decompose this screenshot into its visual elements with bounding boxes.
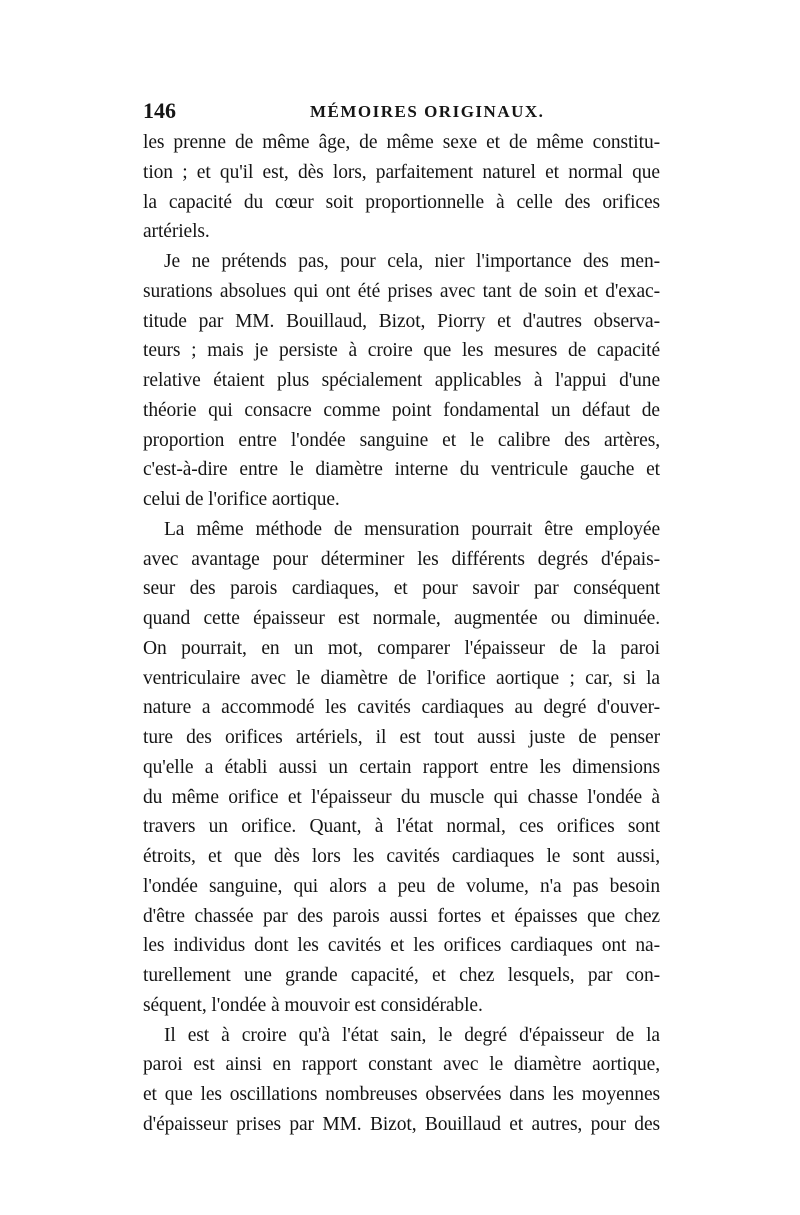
page-number: 146 [143, 98, 176, 123]
running-head [143, 96, 660, 126]
text-line: turellement une grande capacité, et chez lesquels, par con- [143, 965, 660, 986]
text-line: avec avantage pour déterminer les différents degrés d'épais- [143, 548, 660, 570]
text-line: étroits, et que dès lors les cavités cardiaques le sont aussi, [143, 846, 660, 867]
text-line: relative étaient plus spécialement applicables à l'appui d'une [143, 370, 660, 391]
text-line: On pourrait, en un mot, comparer l'épaisseur de la paroi [143, 637, 660, 659]
text-line: du même orifice et l'épaisseur du muscle qui chasse l'ondée à [143, 786, 660, 808]
text-line: la capacité du cœur soit proportionnelle à celle des orifices [143, 191, 660, 213]
text-line: nature a accommodé les cavités cardiaques au degré d'ouver- [143, 697, 660, 719]
text-line: quand cette épaisseur est normale, augmentée ou diminuée. [143, 608, 660, 629]
text-line: La même méthode de mensuration pourrait être employée [164, 518, 660, 540]
text-line: les individus dont les cavités et les orifices cardiaques ont na- [143, 935, 660, 957]
text-line: travers un orifice. Quant, à l'état normal, ces orifices sont [143, 816, 660, 838]
text-line: d'être chassée par des parois aussi fortes et épaisses que chez [143, 905, 660, 927]
text-line: Je ne prétends pas, pour cela, nier l'importance des men- [164, 251, 660, 272]
running-title: MÉMOIRES ORIGINAUX. [310, 102, 545, 121]
text-line: c'est-à-dire entre le diamètre interne du ventricule gauche et [143, 459, 660, 481]
text-line: théorie qui consacre comme point fondamental un défaut de [143, 399, 660, 421]
text-line: teurs ; mais je persiste à croire que les mesures de capacité [143, 340, 660, 362]
text-line: séquent, l'ondée à mouvoir est considérable. [143, 994, 483, 1016]
body-text [143, 128, 660, 1140]
text-line: titude par MM. Bouillaud, Bizot, Piorry et d'autres observa- [143, 310, 660, 332]
text-line: tion ; et qu'il est, dès lors, parfaitement naturel et normal que [143, 161, 660, 183]
text-line: les prenne de même âge, de même sexe et de même constitu- [143, 132, 660, 153]
text-line: ventriculaire avec le diamètre de l'orifice aortique ; car, si la [143, 667, 660, 689]
text-line: et que les oscillations nombreuses observées dans les moyennes [143, 1084, 660, 1105]
text-line: celui de l'orifice aortique. [143, 489, 340, 510]
text-line: qu'elle a établi aussi un certain rapport entre les dimensions [143, 756, 660, 778]
text-line: proportion entre l'ondée sanguine et le calibre des artères, [143, 429, 660, 451]
text-line: Il est à croire qu'à l'état sain, le degré d'épaisseur de la [164, 1024, 660, 1046]
text-line: l'ondée sanguine, qui alors a peu de volume, n'a pas besoin [143, 875, 660, 897]
text-line: ture des orifices artériels, il est tout aussi juste de penser [143, 727, 660, 748]
text-line: surations absolues qui ont été prises avec tant de soin et d'exac- [143, 280, 660, 302]
text-line: seur des parois cardiaques, et pour savoir par conséquent [143, 578, 660, 600]
text-line: paroi est ainsi en rapport constant avec le diamètre aortique, [143, 1054, 660, 1076]
text-line: artériels. [143, 221, 210, 243]
text-line: d'épaisseur prises par MM. Bizot, Bouillaud et autres, pour des [143, 1113, 660, 1135]
